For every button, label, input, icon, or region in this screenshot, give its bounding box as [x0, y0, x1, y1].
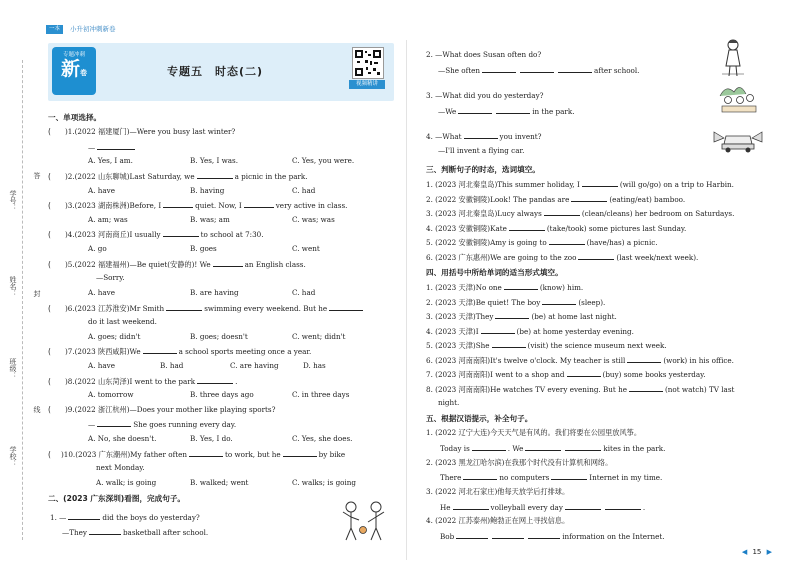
page-title: 专题五 时态(二) [167, 65, 264, 78]
blank[interactable] [504, 282, 538, 290]
s3-item: 5. (2022 安徽铜陵)Amy is going to (have/has) a picnic. [426, 238, 658, 247]
blank[interactable] [571, 194, 607, 202]
blank[interactable] [97, 142, 135, 150]
blank[interactable] [495, 311, 529, 319]
s4-item: 4. (2023 天津)I (be) at home yesterday evening. [426, 327, 634, 336]
blank[interactable] [627, 355, 661, 363]
option-b: B. Yes, I was. [190, 156, 239, 165]
basketball-boys-illustration [338, 500, 390, 544]
badge-top-text: 专题冲刺 [62, 52, 85, 58]
blank[interactable] [578, 252, 614, 260]
question-2: ( )2.(2022 山东聊城)Last Saturday, we a picnic in the park. [48, 172, 308, 181]
blank[interactable] [166, 303, 202, 311]
option-b: B. goes [190, 244, 217, 253]
s5-question-2: 2. (2023 黑龙江哈尔滨)在我那个时代没有计算机和网络。 [426, 458, 613, 467]
option-c: C. was; was [292, 215, 335, 224]
question-1: ( )1.(2022 福建厦门)—Were you busy last winter? [48, 127, 236, 136]
option-c: C. went [292, 244, 320, 253]
blank[interactable] [492, 340, 526, 348]
s2-question-3: 3. —What did you do yesterday? [426, 91, 544, 100]
blank[interactable] [189, 449, 223, 457]
blank[interactable] [453, 502, 489, 510]
s5-question-4-answer: Bob information on the Internet. [440, 532, 665, 541]
binding-line [22, 60, 24, 540]
option-b: B. are having [190, 288, 239, 297]
question-9: ( )9.(2022 浙江杭州)—Does your mother like playing sports? [48, 405, 276, 414]
question-10: ( )10.(2023 广东潮州)My father often to work, but he by bike [48, 450, 346, 459]
badge-big-text: 新卷 [60, 58, 87, 80]
blank[interactable] [482, 65, 516, 73]
s5-question-2-answer: There no computers Internet in my time. [440, 473, 663, 482]
option-c: C. walks; is going [292, 478, 357, 487]
blank[interactable] [163, 200, 193, 208]
s4-item: 3. (2023 天津)They (be) at home last night. [426, 312, 617, 321]
s4-item: 5. (2023 天津)She (visit) the science museum next week. [426, 341, 667, 350]
s4-item: 8. (2023 河南南阳)He watches TV every evening. But he (not watch) TV last [426, 385, 735, 394]
blank[interactable] [525, 443, 561, 451]
s2-question-3-answer: —We in the park. [438, 107, 575, 116]
section-4-title: 四、用括号中所给单词的适当形式填空。 [426, 268, 563, 277]
blank[interactable] [197, 376, 233, 384]
question-6-line2: do it last weekend. [88, 317, 157, 326]
blank[interactable] [509, 223, 545, 231]
seal-mark-3: 线 [33, 406, 41, 413]
option-c: C. in three days [292, 390, 350, 399]
s2-question-4-answer: —I'll invent a flying car. [438, 146, 525, 155]
section-1-title: 一、单项选择。 [48, 113, 102, 122]
option-a: A. have [88, 186, 115, 195]
option-a: A. have [88, 288, 115, 297]
s2-question-4: 4. —What you invent? [426, 132, 542, 141]
blank[interactable] [283, 449, 317, 457]
option-a: A. have [88, 361, 115, 370]
s2-question-2: 2. —What does Susan often do? [426, 50, 542, 59]
question-10-line2: next Monday. [96, 463, 145, 472]
seal-mark-1: 答 [33, 172, 41, 179]
series-title: 小升初冲刺新卷 [70, 25, 116, 33]
option-a: A. tomorrow [88, 390, 134, 399]
page-number: ◀ 15 ▶ [741, 548, 772, 556]
s5-question-3: 3. (2022 河北石家庄)他每天放学后打排球。 [426, 487, 570, 496]
s4-item: 2. (2023 天津)Be quiet! The boy (sleep). [426, 298, 606, 307]
blank[interactable] [458, 106, 492, 114]
question-3: ( )3.(2023 湖南株洲)Before, I quiet. Now, I very active in class. [48, 201, 348, 210]
s3-item: 2. (2022 安徽铜陵)Look! The pandas are (eating/eat) bamboo. [426, 195, 686, 204]
blank[interactable] [143, 346, 177, 354]
blank[interactable] [213, 259, 243, 267]
question-5-reply: —Sorry. [96, 273, 125, 282]
blank[interactable] [97, 419, 131, 427]
section-3-title: 三、判断句子的时态，选词填空。 [426, 165, 540, 174]
s2-question-1: 1. — did the boys do yesterday? [50, 513, 200, 522]
question-7: ( )7.(2023 陕西咸阳)We a school sports meeting once a year. [48, 347, 312, 356]
s2-question-2-answer: —She often after school. [438, 66, 640, 75]
blank[interactable] [549, 237, 585, 245]
prev-arrow-icon[interactable]: ◀ [741, 548, 748, 556]
blank[interactable] [329, 303, 363, 311]
school-label: 学校： [9, 446, 17, 467]
blank[interactable] [496, 106, 530, 114]
blank[interactable] [605, 502, 641, 510]
s3-item: 1. (2023 河北秦皇岛)This summer holiday, I (will go/go) on a trip to Harbin. [426, 180, 734, 189]
blank[interactable] [463, 472, 497, 480]
s4-item-8-line2: night. [438, 398, 460, 407]
section-5-title: 五、根据汉语提示，补全句子。 [426, 414, 533, 423]
column-divider [406, 40, 407, 560]
blank[interactable] [68, 512, 100, 520]
option-b: B. had [160, 361, 184, 370]
s4-item: 6. (2023 河南南阳)It's twelve o'clock. My teacher is still (work) in his office. [426, 356, 734, 365]
option-a: A. am; was [88, 215, 128, 224]
blank[interactable] [544, 208, 580, 216]
blank[interactable] [565, 443, 601, 451]
option-c: C. had [292, 288, 316, 297]
qr-code[interactable] [352, 47, 384, 79]
s5-question-1-answer: Today is . We kites in the park. [440, 444, 666, 453]
option-b: B. was; am [190, 215, 230, 224]
badge-small-text: 卷 [80, 69, 87, 77]
blank[interactable] [492, 531, 524, 539]
option-a: A. No, she doesn't. [88, 434, 157, 443]
option-b: B. three days ago [190, 390, 254, 399]
s3-item: 4. (2023 安徽铜陵)Kate (take/took) some pictures last Sunday. [426, 224, 687, 233]
blank[interactable] [558, 65, 592, 73]
option-b: B. walked; went [190, 478, 249, 487]
answer-paren[interactable]: ( [48, 127, 51, 136]
blank[interactable] [582, 179, 618, 187]
option-b: B. goes; doesn't [190, 332, 248, 341]
series-badge: 一本 [46, 25, 63, 34]
question-9-line2: — She goes running every day. [88, 420, 237, 429]
blank[interactable] [542, 297, 576, 305]
class-label: 班级： [9, 358, 17, 379]
video-explain-label[interactable]: 视频精讲 [349, 80, 385, 89]
blank[interactable] [565, 502, 601, 510]
blank[interactable] [481, 326, 515, 334]
blank[interactable] [472, 443, 506, 451]
option-c: C. went; didn't [292, 332, 346, 341]
blank[interactable] [528, 531, 560, 539]
option-d: D. has [303, 361, 326, 370]
option-c: C. Yes, she does. [292, 434, 353, 443]
option-a: A. go [88, 244, 107, 253]
student-no-label: 学号： [9, 190, 17, 211]
blank[interactable] [244, 200, 274, 208]
blank[interactable] [197, 171, 233, 179]
next-arrow-icon[interactable]: ▶ [766, 548, 772, 556]
s5-question-4: 4. (2022 江苏泰州)鲍勃正在网上寻找信息。 [426, 516, 570, 525]
new-paper-badge [52, 47, 96, 95]
option-b: B. having [190, 186, 225, 195]
seal-mark-2: 封 [33, 290, 41, 297]
question-5: ( )5.(2022 福建福州)—Be quiet(安静的)! We an English class. [48, 260, 306, 269]
option-a: A. goes; didn't [88, 332, 141, 341]
blank[interactable] [551, 472, 587, 480]
s3-item: 6. (2023 广东惠州)We are going to the zoo (last week/next week). [426, 253, 699, 262]
s4-item: 1. (2023 天津)No one (know) him. [426, 283, 584, 292]
flying-car-illustration [712, 124, 764, 154]
option-a: A. Yes, I am. [88, 156, 133, 165]
question-4: ( )4.(2023 河南商丘)I usually to school at 7:30. [48, 230, 264, 239]
question-8: ( )8.(2022 山东菏泽)I went to the park . [48, 377, 238, 386]
option-b: B. Yes, I do. [190, 434, 233, 443]
s5-question-3-answer: He volleyball every day . [440, 503, 646, 512]
blank[interactable] [520, 65, 554, 73]
blank[interactable] [89, 527, 121, 535]
s3-item: 3. (2023 河北秦皇岛)Lucy always (clean/cleans) her bedroom on Saturdays. [426, 209, 735, 218]
picnic-illustration [716, 82, 760, 116]
girl-illustration [718, 38, 748, 78]
option-a: A. walk; is going [96, 478, 157, 487]
option-c: C. had [292, 186, 316, 195]
name-label: 姓名： [9, 276, 17, 297]
option-c: C. Yes, you were. [292, 156, 355, 165]
option-c: C. are having [230, 361, 279, 370]
question-6: ( )6.(2023 江苏淮安)Mr Smith swimming every weekend. But he [48, 303, 365, 313]
blank[interactable] [464, 131, 498, 139]
question-1-answer-line: — [88, 142, 137, 152]
blank[interactable] [567, 369, 601, 377]
blank[interactable] [163, 229, 199, 237]
s4-item: 7. (2023 河南南阳)I went to a shop and (buy) some books yesterday. [426, 370, 706, 379]
blank[interactable] [456, 531, 488, 539]
blank[interactable] [629, 384, 663, 392]
s5-question-1: 1. (2022 辽宁大连)今天天气是有风的。我们将要在公园里放风筝。 [426, 428, 642, 437]
s2-question-1-answer: —They basketball after school. [62, 528, 209, 537]
section-2-title: 二、(2023 广东深圳)看图，完成句子。 [48, 494, 186, 503]
